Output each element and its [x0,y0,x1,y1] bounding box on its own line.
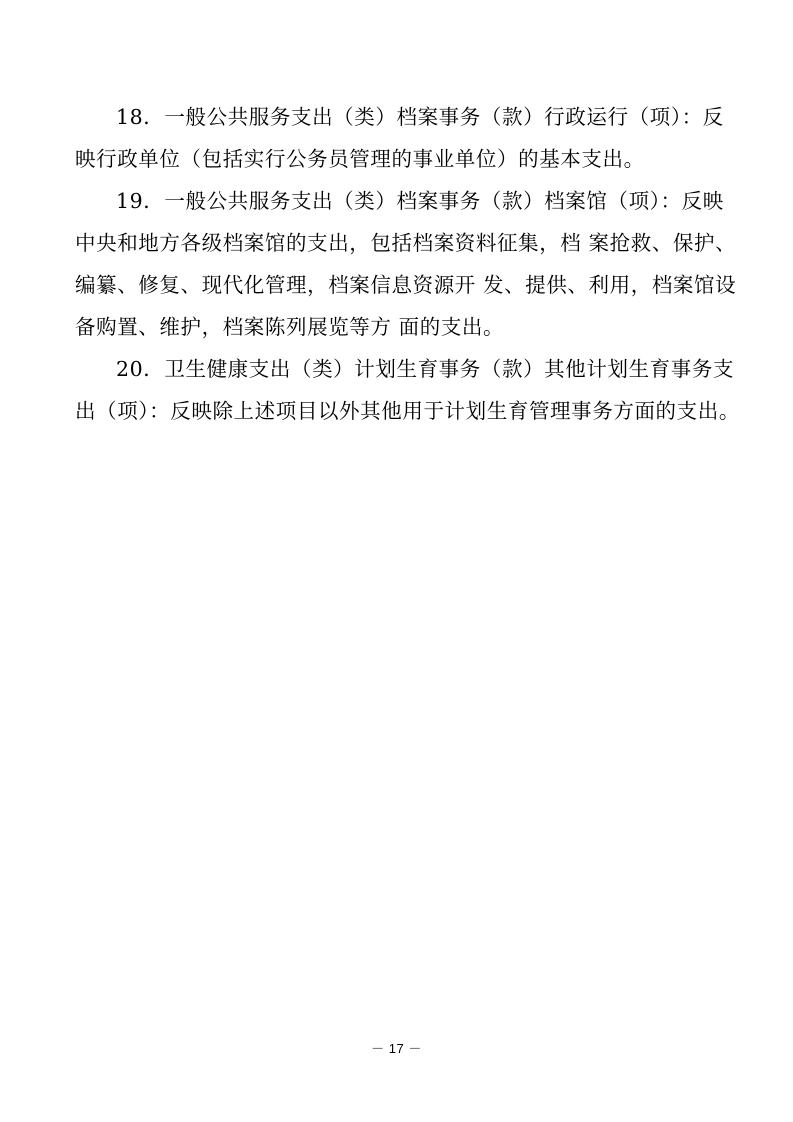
paragraph-line: 19．一般公共服务支出（类）档案事务（款）档案馆（项）：反映 [116,189,724,213]
paragraph-line: 18．一般公共服务支出（类）档案事务（款）行政运行（项）：反 [116,105,724,129]
paragraph-line: 映行政单位（包括实行公务员管理的事业单位）的基本支出。 [75,147,645,171]
paragraph-line: 编纂、修复、现代化管理，档案信息资源开 发、提供、利用，档案馆设 [75,273,737,297]
paragraph-19 [75,180,743,348]
paragraph-line: 中央和地方各级档案馆的支出，包括档案资料征集，档 案抢救、保护、 [75,231,737,255]
paragraph-18 [75,96,743,180]
paragraph-line: 出（项）：反映除上述项目以外其他用于计划生育管理事务方面的支出。 [75,399,740,423]
paragraph-line: 备购置、维护，档案陈列展览等方 面的支出。 [75,315,505,339]
document-body [75,96,743,432]
paragraph-line: 20．卫生健康支出（类）计划生育事务（款）其他计划生育事务支 [116,357,735,381]
page-number: － 17 － [371,1041,422,1056]
paragraph-20 [75,348,743,432]
